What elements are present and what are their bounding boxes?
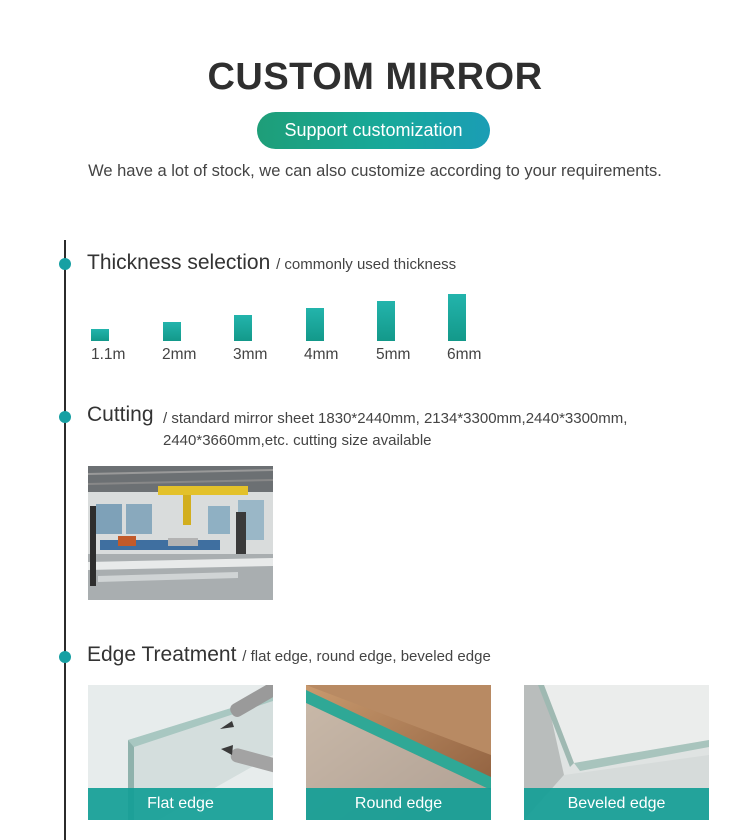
thickness-bar-3: [234, 315, 252, 341]
page-title: CUSTOM MIRROR: [207, 56, 543, 98]
beveled-edge-label: Beveled edge: [524, 788, 709, 820]
thickness-title: Thickness selection: [87, 251, 271, 274]
thickness-bar-1: [91, 329, 109, 341]
thickness-bar-4: [306, 308, 324, 341]
thickness-label-6: 6mm: [447, 346, 482, 363]
edge-title: Edge Treatment: [87, 643, 237, 666]
timeline-dot-cutting: [59, 411, 71, 423]
support-customization-badge: Support customization: [257, 112, 490, 149]
thickness-label-4: 4mm: [304, 346, 339, 363]
flat-edge-label: Flat edge: [88, 788, 273, 820]
cutting-subtitle-line1: / standard mirror sheet 1830*2440mm, 2134*3300mm,2440*3300mm,: [163, 410, 628, 427]
edge-subtitle: / flat edge, round edge, beveled edge: [242, 648, 491, 665]
factory-photo: [88, 466, 273, 600]
thickness-bar-2: [163, 322, 181, 341]
round-edge-label: Round edge: [306, 788, 491, 820]
edge-heading: [87, 643, 491, 667]
thickness-bar-6: [448, 294, 466, 341]
thickness-bar-5: [377, 301, 395, 341]
thickness-label-5: 5mm: [376, 346, 411, 363]
thickness-label-3: 3mm: [233, 346, 268, 363]
beveled-edge-card: [524, 685, 709, 820]
thickness-heading: [87, 251, 456, 275]
thickness-subtitle: / commonly used thickness: [276, 256, 457, 273]
cutting-subtitle-line2: 2440*3660mm,etc. cutting size available: [163, 432, 432, 449]
timeline-dot-thickness: [59, 258, 71, 270]
cutting-title: Cutting: [87, 403, 154, 426]
round-edge-card: [306, 685, 491, 820]
timeline-dot-edge: [59, 651, 71, 663]
cutting-subtitle: [163, 408, 627, 452]
flat-edge-card: [88, 685, 273, 820]
page-subtitle: We have a lot of stock, we can also customize according to your requirements.: [88, 162, 662, 180]
thickness-label-2: 2mm: [162, 346, 197, 363]
thickness-label-1: 1.1m: [91, 346, 126, 363]
